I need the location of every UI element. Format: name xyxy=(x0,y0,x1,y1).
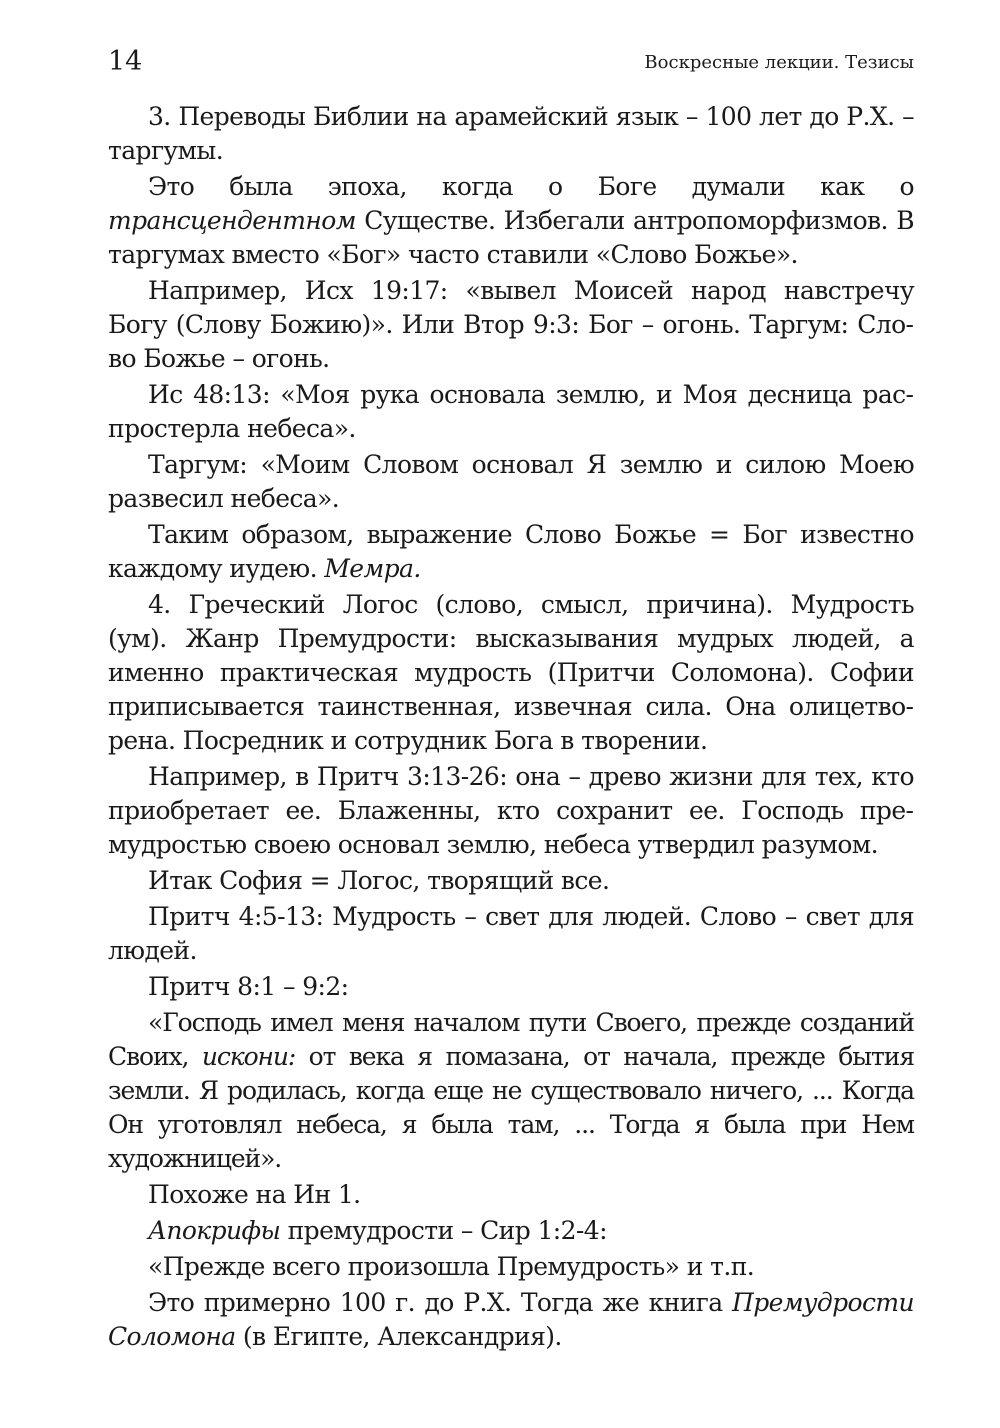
italic-term: Премудрости Соломона xyxy=(108,1288,914,1351)
paragraph: Таким образом, выражение Слово Божье = Бог известно каждому иудею. Мемра. xyxy=(108,520,914,583)
paragraph: Это была эпоха, когда о Боге думали как о трансцендентном Существе. Избегали антропоморфизмов. В таргумах вместо «Бог» часто ставили «Слово Божье». xyxy=(108,172,914,269)
paragraph: Итак София = Логос, творящий все. xyxy=(148,866,610,895)
paragraph: Таргум: «Моим Словом основал Я землю и силою Моею развесил небеса». xyxy=(108,450,914,513)
italic-term: искони: xyxy=(201,1042,296,1071)
paragraph: 3. Переводы Библии на арамейский язык – 100 лет до Р.Х. – таргумы. xyxy=(108,102,914,165)
quotation-paragraph: «Господь имел меня началом пути Своего, прежде созданий Своих, искони: от века я помазана, от начала, прежде бытия земли. Я родилась, когда еще не существовало ничего, ... Когда Он уготовлял небеса, я была там, ... Тогда я была при Нем художницей». xyxy=(108,1008,914,1173)
paragraph: Похоже на Ин 1. xyxy=(148,1180,361,1209)
italic-term: Мемра. xyxy=(324,554,421,583)
paragraph: Например, в Притч 3:13-26: она – древо жизни для тех, кто приобретает ее. Блаженны, кто сохранит ее. Господь премудростью своею основал землю, небеса утвердил разумом. xyxy=(108,762,914,859)
paragraph: Например, Исх 19:17: «вывел Моисей народ навстречу Богу (Слову Божию)». Или Втор 9:3: Бог – огонь. Таргум: Слово Божье – огонь. xyxy=(108,276,914,373)
page-number: 14 xyxy=(108,46,143,77)
italic-term: трансцендентном xyxy=(108,206,356,235)
paragraph: 4. Греческий Логос (слово, смысл, причина). Мудрость (ум). Жанр Премудрости: высказывания мудрых людей, а именно практическая мудрость (Притчи Соломона). Софии приписывается таинственная, извечная сила. Она олицетворена. Посредник и сотрудник Бога в творении. xyxy=(108,590,914,755)
paragraph: Апокрифы премудрости – Сир 1:2-4: xyxy=(148,1216,607,1245)
page-header xyxy=(108,44,914,80)
italic-term: Апокрифы xyxy=(148,1216,281,1245)
paragraph: Ис 48:13: «Моя рука основала землю, и Моя десница распростерла небеса». xyxy=(108,380,914,443)
paragraph: Притч 8:1 – 9:2: xyxy=(148,972,349,1001)
paragraph: Это примерно 100 г. до Р.Х. Тогда же книга Премудрости Соломона (в Египте, Александрия). xyxy=(108,1288,914,1351)
running-head: Воскресные лекции. Тезисы xyxy=(644,52,914,73)
paragraph: «Прежде всего произошла Премудрость» и т.п. xyxy=(148,1252,755,1281)
body-text xyxy=(108,100,914,1356)
paragraph: Притч 4:5-13: Мудрость – свет для людей. Слово – свет для людей. xyxy=(108,902,914,965)
